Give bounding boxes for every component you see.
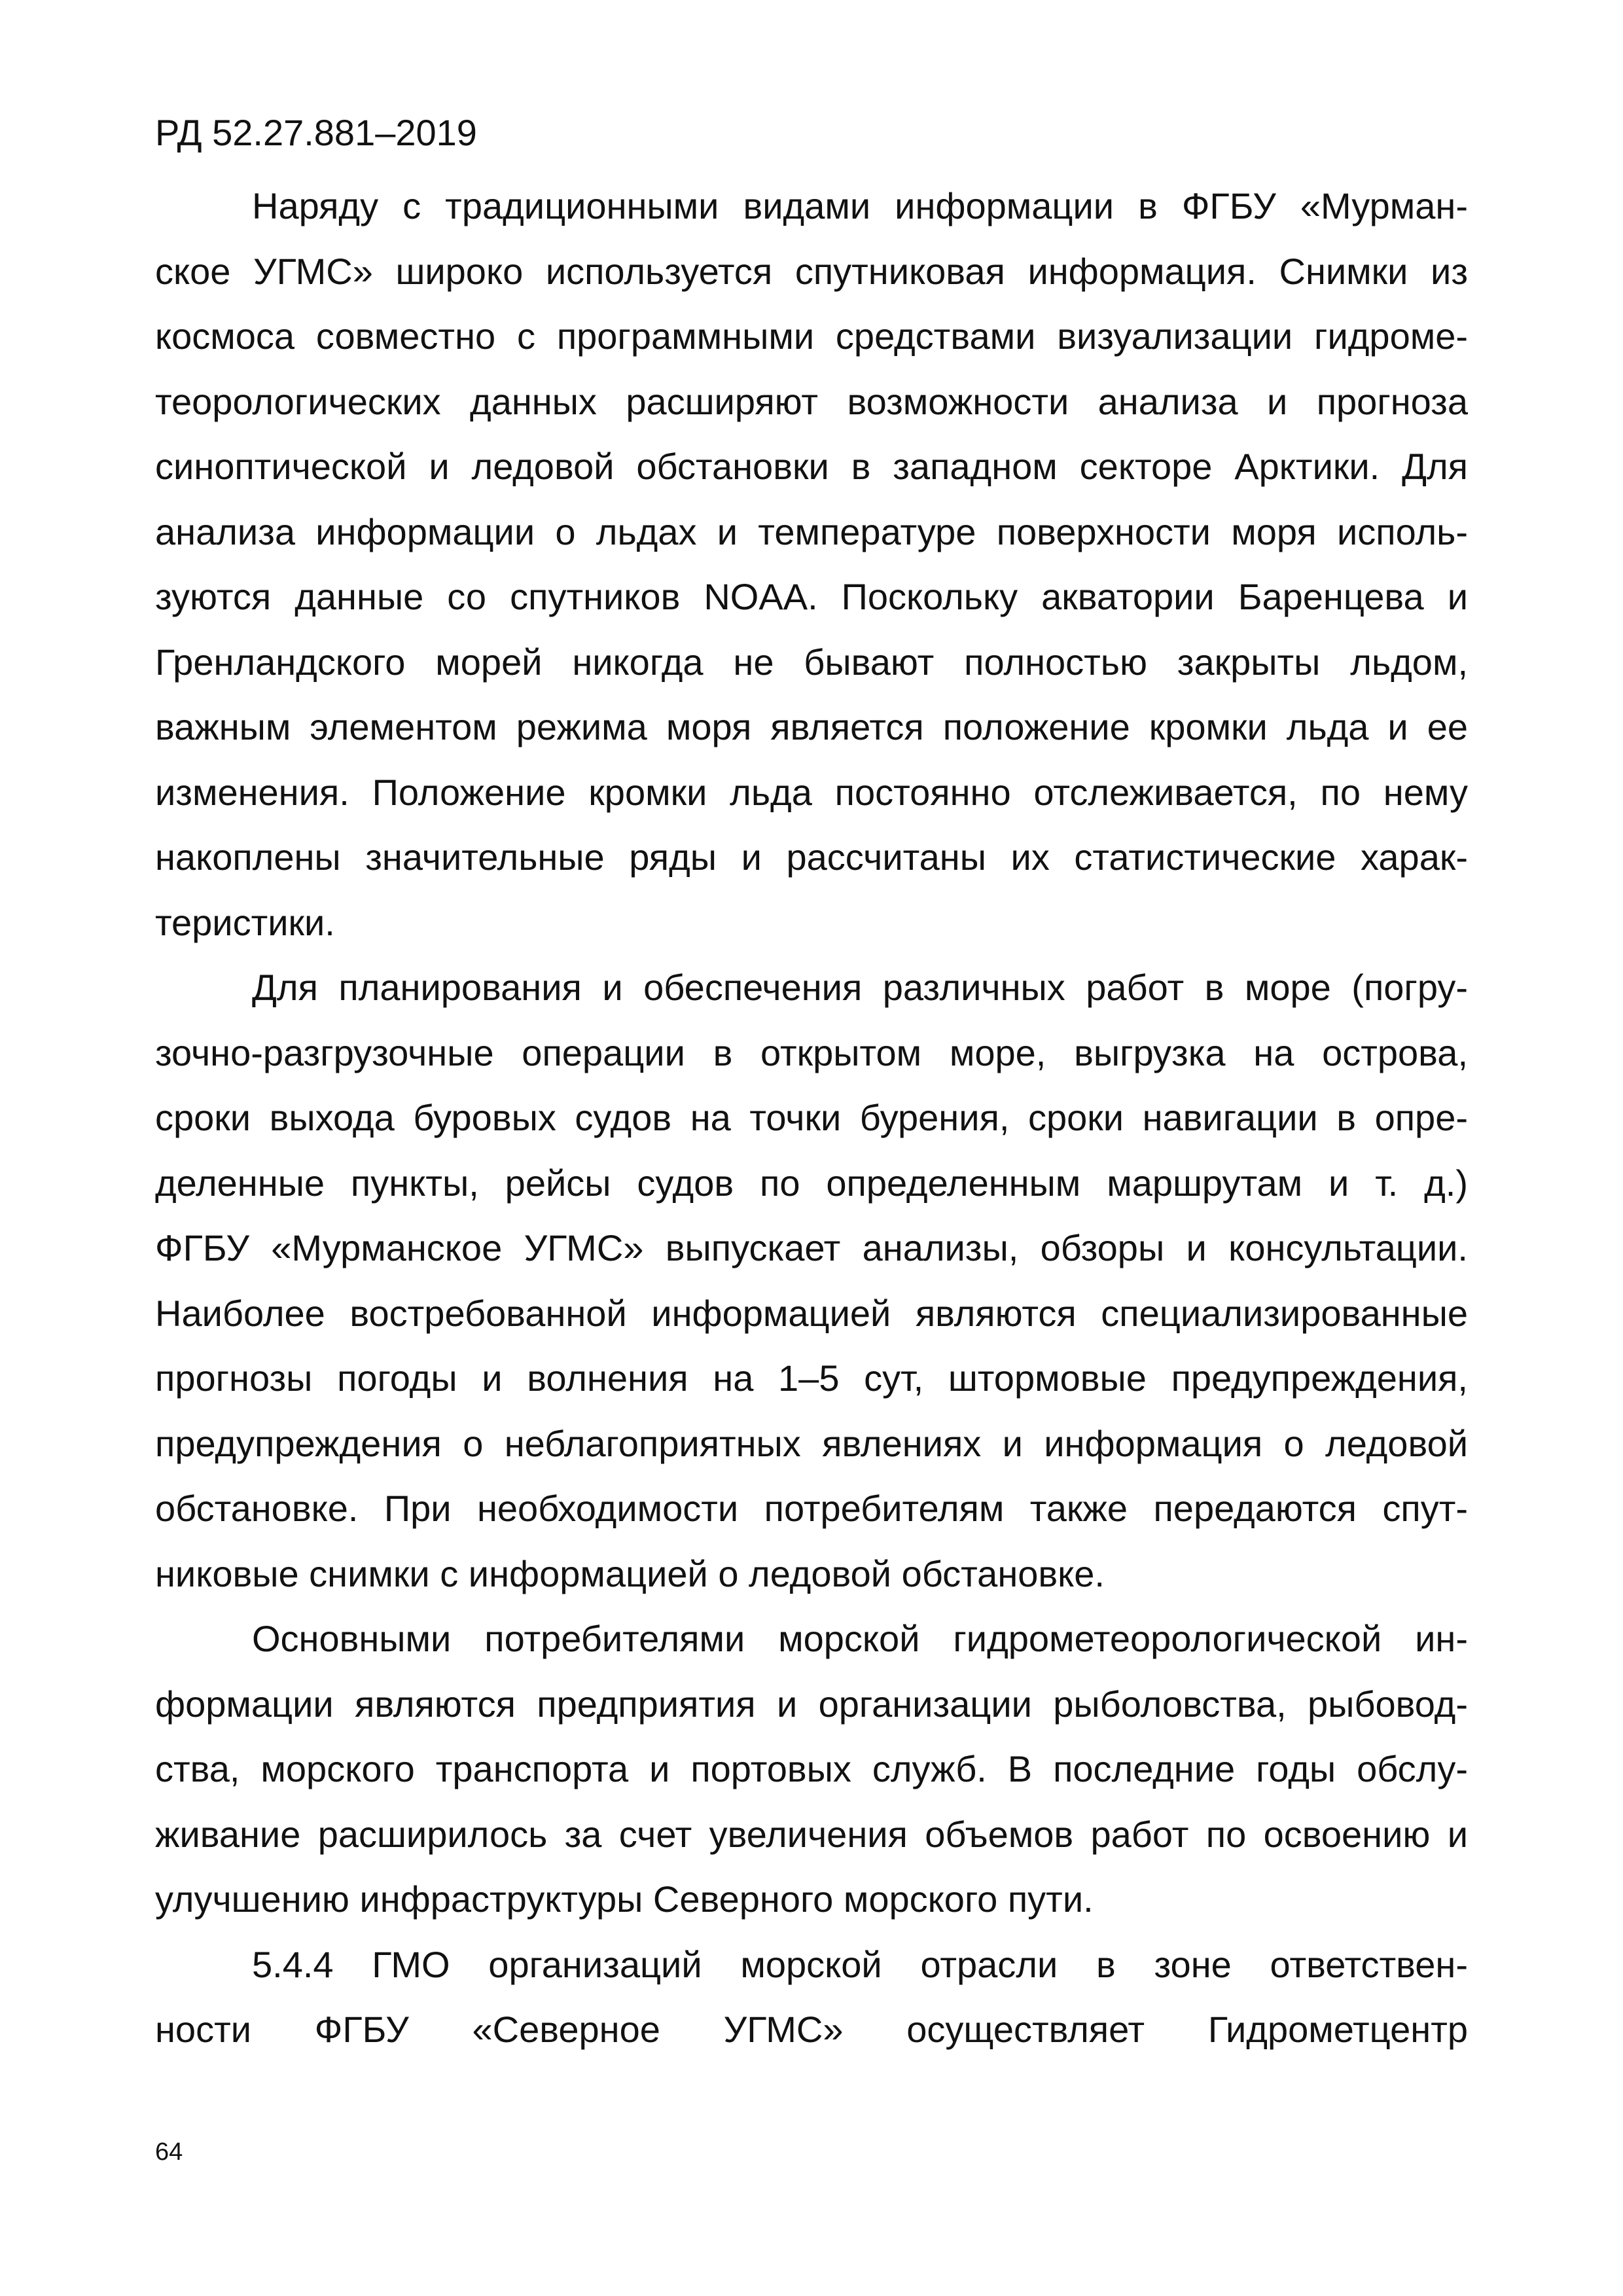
text-line: улучшению инфраструктуры Северного морского пути. xyxy=(155,1878,1094,1920)
page-number: 64 xyxy=(155,2138,183,2166)
text-line: синоптической и ледовой обстановки в западном секторе Арктики. Для xyxy=(155,446,1468,487)
text-line: ское УГМС» широко используется спутниковая информация. Снимки из xyxy=(155,250,1468,292)
text-line: ФГБУ «Мурманское УГМС» выпускает анализы, обзоры и консультации. xyxy=(155,1227,1468,1268)
text-line: зочно-разгрузочные операции в открытом море, выгрузка на острова, xyxy=(155,1031,1468,1073)
text-line: прогнозы погоды и волнения на 1–5 сут, штормовые предупреждения, xyxy=(155,1357,1468,1399)
text-line: анализа информации о льдах и температуре поверхности моря исполь- xyxy=(155,511,1468,552)
text-line: изменения. Положение кромки льда постоянно отслеживается, по нему xyxy=(155,771,1468,813)
text-line: Для планирования и обеспечения различных работ в море (погру- xyxy=(252,967,1468,1008)
body-text xyxy=(155,173,1468,2062)
text-line: теристики. xyxy=(155,901,335,943)
text-line: космоса совместно с программными средствами визуализации гидроме- xyxy=(155,315,1468,357)
paragraph-planning-of-works xyxy=(155,955,1468,1606)
text-line: накоплены значительные ряды и рассчитаны их статистические харак- xyxy=(155,836,1468,878)
text-line: обстановке. При необходимости потребителям также передаются спут- xyxy=(155,1488,1468,1529)
text-line: сроки выхода буровых судов на точки бурения, сроки навигации в опре- xyxy=(155,1097,1468,1138)
text-line: предупреждения о неблагоприятных явлениях и информация о ледовой xyxy=(155,1422,1468,1464)
paragraph-section-5-4-4 xyxy=(155,1932,1468,2062)
text-line: ства, морского транспорта и портовых служб. В последние годы обслу- xyxy=(155,1748,1468,1789)
text-line: Наряду с традиционными видами информации в ФГБУ «Мурман- xyxy=(252,185,1468,226)
text-line: Наиболее востребованной информацией являются специализированные xyxy=(155,1292,1468,1334)
text-line: теорологических данных расширяют возможности анализа и прогноза xyxy=(155,380,1468,422)
text-line: формации являются предприятия и организации рыболовства, рыбовод- xyxy=(155,1683,1468,1725)
text-line: зуются данные со спутников NOAA. Поскольку акватории Баренцева и xyxy=(155,576,1468,617)
paragraph-satellite-information xyxy=(155,173,1468,955)
text-line: никовые снимки с информацией о ледовой обстановке. xyxy=(155,1552,1105,1594)
text-line: ности ФГБУ «Северное УГМС» осуществляет Гидрометцентр xyxy=(155,2009,1468,2050)
text-line: 5.4.4 ГМО организаций морской отрасли в зоне ответствен- xyxy=(252,1943,1468,1985)
text-line: Основными потребителями морской гидрометеорологической ин- xyxy=(252,1618,1468,1659)
text-line: живание расширилось за счет увеличения объемов работ по освоению и xyxy=(155,1813,1468,1855)
paragraph-main-consumers xyxy=(155,1606,1468,1932)
text-line: деленные пункты, рейсы судов по определенным маршрутам и т. д.) xyxy=(155,1162,1468,1204)
text-line: Гренландского морей никогда не бывают полностью закрыты льдом, xyxy=(155,641,1468,683)
document-code-header: РД 52.27.881–2019 xyxy=(155,112,477,153)
text-line: важным элементом режима моря является положение кромки льда и ее xyxy=(155,706,1468,747)
